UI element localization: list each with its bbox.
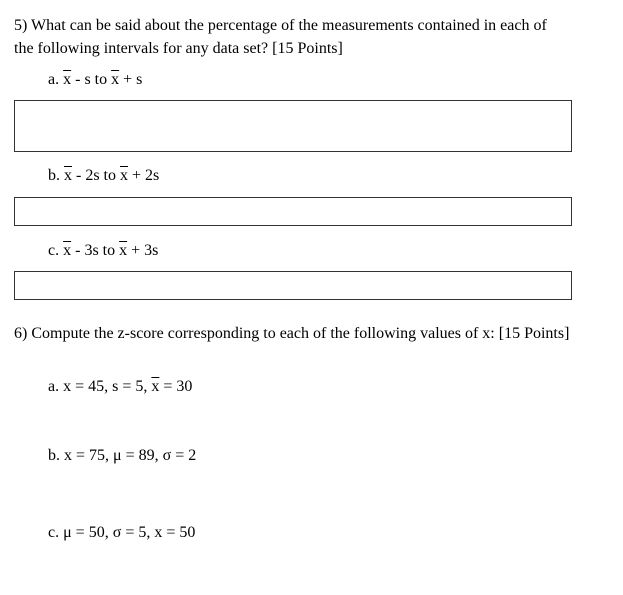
part-text: - 2s to	[72, 167, 120, 184]
part-label: b.	[48, 167, 64, 184]
q5-part-b	[48, 166, 159, 186]
q6-part-b: b. x = 75, μ = 89, σ = 2	[48, 447, 197, 464]
answer-box-5a[interactable]	[14, 100, 572, 152]
mean-symbol: $\overline{x}$	[64, 167, 72, 184]
part-text: + 3s	[127, 242, 159, 259]
part-label: a.	[48, 71, 64, 88]
q5-part-c	[48, 241, 158, 261]
answer-box-5c[interactable]	[14, 271, 572, 300]
part-text: - s to	[71, 71, 112, 88]
q6-part-c: c. μ = 50, σ = 5, x = 50	[48, 524, 196, 541]
mean-symbol: $\overline{x}$	[63, 71, 72, 88]
mean-symbol: $\overline{x}$	[63, 242, 72, 259]
question-6: 6) Compute the z-score corresponding to each of the following values of x: [15 Points]	[14, 325, 570, 342]
part-text: = 30	[159, 378, 193, 395]
q6-part-a	[48, 377, 192, 397]
mean-symbol: $\overline{x}$	[120, 167, 128, 184]
part-text: - 3s to	[71, 242, 120, 259]
part-text: + 2s	[128, 167, 160, 184]
part-text: a. x = 45, s = 5,	[48, 378, 152, 395]
part-text: + s	[119, 71, 143, 88]
answer-box-5b[interactable]	[14, 197, 572, 226]
mean-symbol: $\overline{x}$	[119, 242, 128, 259]
mean-symbol: $\overline{x}$	[151, 378, 160, 395]
q5-part-a	[48, 70, 142, 90]
part-label: c.	[48, 242, 64, 259]
question-5: 5) What can be said about the percentage of the measurements contained in each of the following intervals for any data set? [15 Points]	[14, 17, 547, 57]
mean-symbol: $\overline{x}$	[111, 71, 120, 88]
